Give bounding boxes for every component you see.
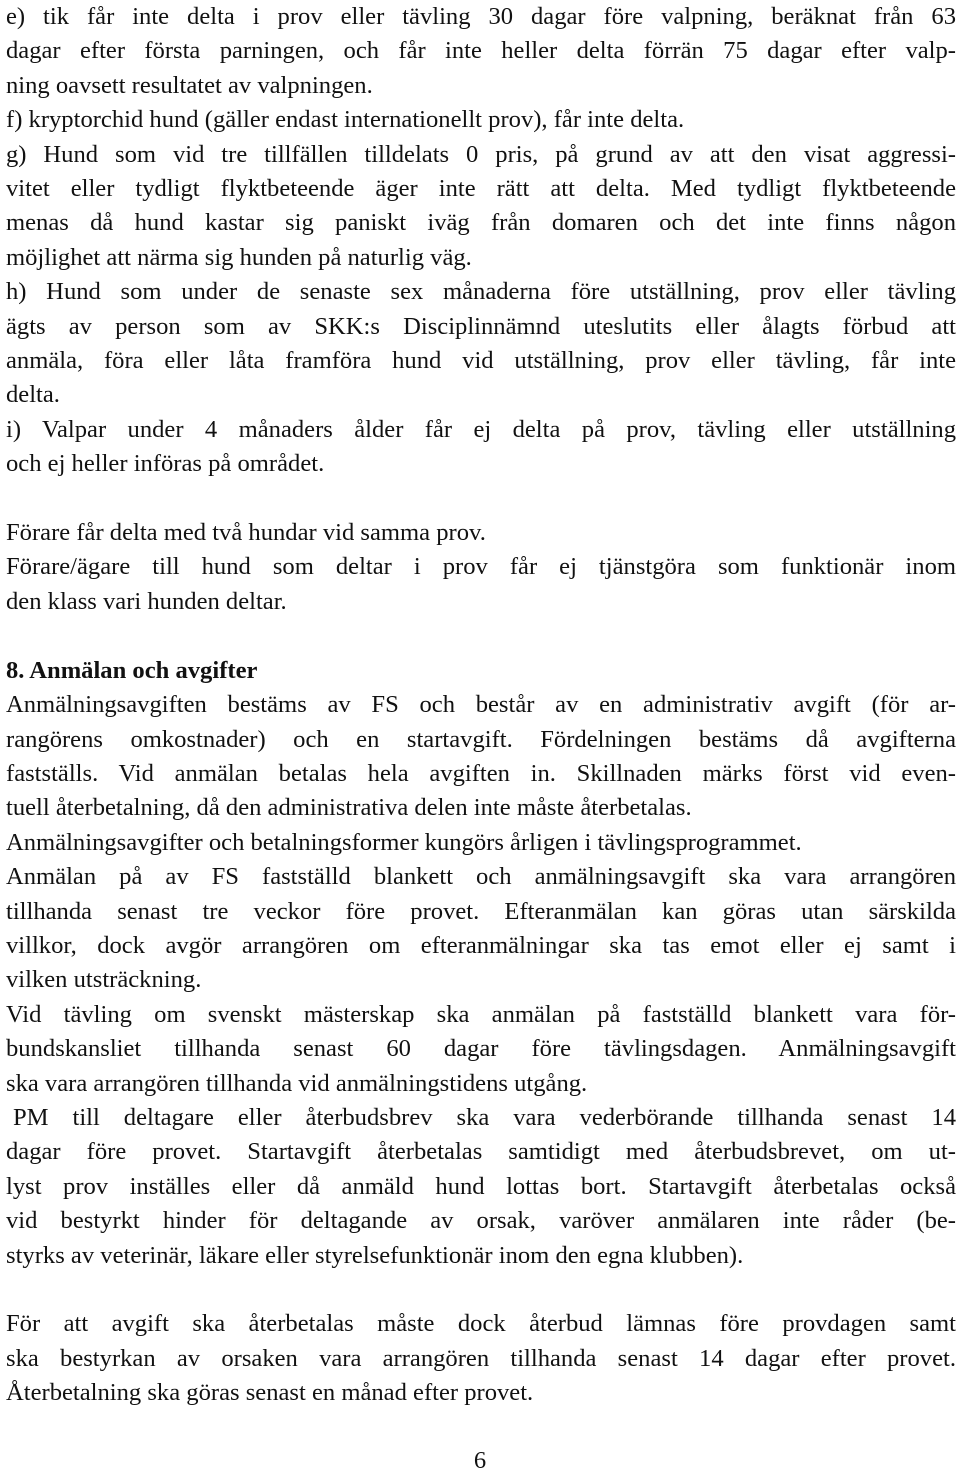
text-line: f) kryptorchid hund (gäller endast internationellt prov), får inte delta. (6, 106, 685, 134)
text-line: i) Valpar under 4 månaders ålder får ej delta på prov, tävling eller utställning (6, 415, 956, 443)
text-line: vid bestyrkt hinder för deltagande av orsak, varöver anmälaren inte råder (be- (6, 1207, 956, 1235)
paragraph-spacer (6, 482, 956, 516)
section-title: Anmälan och avgifter (29, 656, 258, 684)
text-line: Återbetalning ska göras senast en månad efter provet. (6, 1379, 534, 1407)
text-line: anmäla, föra eller låta framföra hund vid utställning, prov eller tävling, får inte (6, 347, 956, 375)
paragraph-spacer (6, 1273, 956, 1307)
text-line: ska vara arrangören tillhanda vid anmälningstidens utgång. (6, 1069, 588, 1097)
text-line: Anmälningsavgifter och betalningsformer kungörs årligen i tävlingsprogrammet. (6, 828, 802, 856)
text-line: Förare får delta med två hundar vid samma prov. (6, 519, 486, 547)
document-page (6, 0, 956, 1411)
text-line: lyst prov inställes eller då anmäld hund lottas bort. Startavgift återbetalas också (6, 1172, 956, 1200)
text-line: tuell återbetalning, då den administrativa delen inte måste återbetalas. (6, 794, 692, 822)
paragraph-aterbetalning (6, 1307, 956, 1410)
text-line: dagar efter första parningen, och får inte heller delta förrän 75 dagar efter valp- (6, 37, 956, 65)
text-line: ägts av person som av SKK:s Disciplinnämnd uteslutits eller ålagts förbud att (6, 312, 956, 340)
text-line: ning oavsett resultatet av valpningen. (6, 71, 373, 99)
text-line: För att avgift ska återbetalas måste dock återbud lämnas före provdagen samt (6, 1310, 956, 1338)
paragraph-spacer (6, 619, 956, 653)
text-line: rangörens omkostnader) och en startavgift. Fördelningen bestäms då avgifterna (6, 725, 956, 753)
paragraph-g (6, 138, 956, 276)
paragraph-forare-2 (6, 550, 956, 619)
text-line: tillhanda senast tre veckor före provet. Efteranmälan kan göras utan särskilda (6, 897, 956, 925)
text-line: Förare/ägare till hund som deltar i prov får ej tjänstgöra som funktionär inom (6, 553, 956, 581)
paragraph-pm (6, 1101, 956, 1273)
text-line: Anmälningsavgiften bestäms av FS och består av en administrativ avgift (för ar- (6, 691, 956, 719)
text-line: Vid tävling om svenskt mästerskap ska anmälan på fastställd blankett vara för- (6, 1000, 956, 1028)
section-number: 8. (6, 656, 25, 684)
text-line: PM till deltagare eller återbudsbrev ska vara vederbörande tillhanda senast 14 (13, 1103, 956, 1131)
text-line: den klass vari hunden deltar. (6, 587, 287, 615)
text-line: g) Hund som vid tre tillfällen tilldelats 0 pris, på grund av att den visat aggressi- (6, 140, 956, 168)
text-line: h) Hund som under de senaste sex månaderna före utställning, prov eller tävling (6, 278, 956, 306)
paragraph-sm (6, 998, 956, 1101)
paragraph-forare-1 (6, 516, 956, 550)
text-line: villkor, dock avgör arrangören om efteranmälningar ska tas emot eller ej samt i (6, 931, 956, 959)
paragraph-f (6, 103, 956, 137)
text-line: menas då hund kastar sig paniskt iväg från domaren och det inte finns någon (6, 209, 956, 237)
text-line: dagar före provet. Startavgift återbetalas samtidigt med återbudsbrevet, om ut- (6, 1138, 956, 1166)
text-line: fastställs. Vid anmälan betalas hela avgiften in. Skillnaden märks först vid even- (6, 759, 956, 787)
text-line: vilken utsträckning. (6, 966, 202, 994)
text-line: delta. (6, 381, 60, 409)
text-line: och ej heller införas på området. (6, 450, 325, 478)
text-line: ska bestyrkan av orsaken vara arrangören tillhanda senast 14 dagar efter provet. (6, 1344, 956, 1372)
text-line: vitet eller tydligt flyktbeteende äger inte rätt att delta. Med tydligt flyktbeteende (6, 175, 956, 203)
text-line: möjlighet att närma sig hunden på naturlig väg. (6, 243, 472, 271)
page-number: 6 (473, 1447, 487, 1474)
text-line: bundskansliet tillhanda senast 60 dagar före tävlingsdagen. Anmälningsavgift (6, 1035, 956, 1063)
paragraph-avgift (6, 688, 956, 998)
text-line: e) tik får inte delta i prov eller tävling 30 dagar före valpning, beräknat från 63 (6, 3, 956, 30)
text-line: styrks av veterinär, läkare eller styrelsefunktionär inom den egna klubben). (6, 1241, 744, 1269)
text-line: Anmälan på av FS fastställd blankett och anmälningsavgift ska vara arrangören (6, 863, 956, 891)
paragraph-e (6, 0, 956, 103)
paragraph-i (6, 413, 956, 482)
paragraph-h (6, 275, 956, 413)
section-heading (6, 654, 956, 688)
